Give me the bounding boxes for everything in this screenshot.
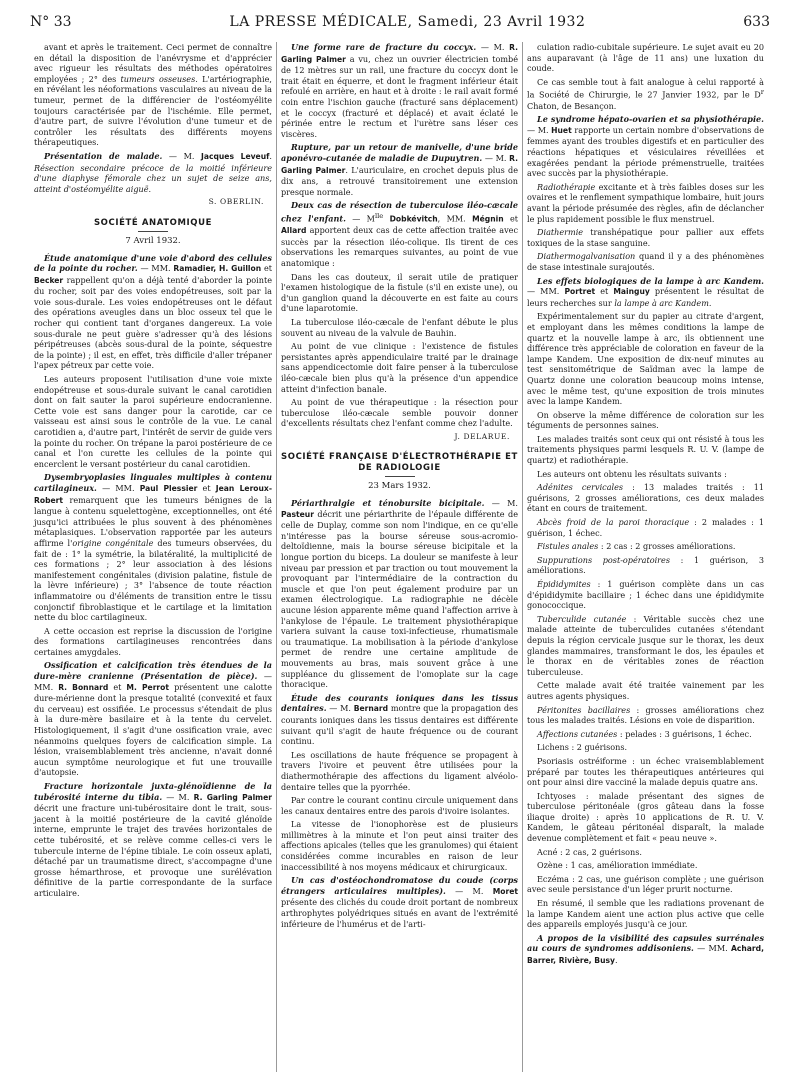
paragraph: Un cas d'ostéochondromatose du coude (corps étrangers articulaires multiples). — M. Moret présente des clichés du coude droit portant de nombreux arthrophytes polyédriques situés en avant de l'extrémité inférieure de l'humérus et de l'arti-: [281, 875, 518, 929]
paragraph: Diathermogalvanisation quand il y a des phénomènes de stase intestinale surajoutés.: [527, 251, 764, 272]
paragraph: Psoriasis ostréiforme : un échec vraisemblablement préparé par toutes les thérapeutiques antérieures qui ont pour ainsi dire vacciné la malade depuis quatre ans.: [527, 755, 764, 788]
paragraph: Dysembryoplasies linguales multiples à contenu cartilagineux. — MM. Paul Plessier et Jean Leroux-Robert remarquent que les tumeurs bénignes de la langue à contenu squelettogène, exceptionnelles, ont été jusqu'ici attribuées le plus souvent à des phénomènes métaplasiques. L'observation rapportée par les auteurs affirme l'origine congénitale des tumeurs observées, du fait de : 1° la symétrie, la bilatéralité, la multiplicité de ces formations ; 2° leur association à des lésions manifestement congénitales (division palatine, fistule de la lèvre inférieure) ; 3° l'absence de toute réaction inflammatoire ou d'éléments de transition entre le tissu conjonctif fibroblastique et le cartilage et la limitation nette du bloc cartilagineux.: [34, 472, 272, 623]
session-date: 23 Mars 1932.: [368, 481, 431, 492]
paragraph: Le syndrome hépato-ovarien et sa physiothérapie. — M. Huet rapporte un certain nombre d'observations de femmes ayant des troubles digestifs et en particulier des réactions hépatiques et vésiculaires réveillées et exagérées pendant la période prémenstruelle, traitées avec succès par la physiothérapie.: [527, 114, 764, 179]
paragraph: Par contre le courant continu circule uniquement dans les canaux dentaires entre des parois d'ivoire isolantes.: [281, 795, 518, 816]
heading-rule: [138, 231, 168, 232]
paragraph: Étude des courants ioniques dans les tissus dentaires. — M. Bernard montre que la propagation des courants ioniques dans les tissus dentaires est différente suivant qu'il s'agit de haute fréquence ou de courant continu.: [281, 692, 518, 747]
paragraph: A cette occasion est reprise la discussion de l'origine des formations cartilagineuses rencontrées dans certaines amygdales.: [34, 625, 272, 657]
society-heading: SOCIÉTÉ ANATOMIQUE: [93, 217, 213, 228]
paragraph: Étude anatomique d'une voie d'abord des cellules de la pointe du rocher. — MM. Ramadier, H. Guillon et Becker rappellent qu'on a déjà tenté d'aborder la pointe du rocher, soit par des voies endopétreuses, soit par la voie sous-durale. Les voies endopétreuses ont le défaut des opérations aveugles dans un bloc osseux tel que le rocher qui contient tant d'organes dangereux. La voie sous-durale ne peut guère s'adresser qu'à des lésions péripétreuses (abcès sous-dural de la pointe, séquestre de la pointe) ; il est, en effet, très difficile d'aller trépaner l'apex pétreux par cette voie.: [34, 252, 272, 371]
paragraph: Deux cas de résection de tuberculose iléo-cæcale chez l'enfant. — $M^{lle}$ Dobkévitch, MM. Mégnin et Allard apportent deux cas de cette affection traitée avec succès par la résection iléo-colique. Ils tirent de ces observations les remarques suivantes, au point de vue anatomique :: [281, 200, 519, 268]
paragraph: Eczéma : 2 cas, une guérison complète ; une guérison avec seule persistance d'un léger prurit nocturne.: [527, 873, 764, 895]
paragraph: Une forme rare de fracture du coccyx. — M. R. Garling Palmer a vu, chez un ouvrier électricien tombé de 12 mètres sur un rail, une fracture du coccyx dont le trait était en équerre, et dont le fragment inférieur était refoulé en arrière, en haut et à droite : le rail avait formé coin entre l'ischion gauche (fracturé sans déplacement) et le coccyx (fracturé et déplacé) et avait éclaté le périnée entre le rectum et l'urètre sans léser ces viscères.: [281, 42, 518, 139]
paragraph: Périarthralgie et ténobursite bicipitale. — M. Pasteur décrit une périarthrite de l'épaule différente de celle de Duplay, comme son nom l'indique, en ce qu'elle n'intéresse pas la bourse séreuse sous-acromio-deltoïdienne, mais la bourse séreuse bicipitale et la longue portion du biceps. La douleur se manifeste à leur niveau par pression et par traction ou tout mouvement la provoquant par l'intermédiaire de la contraction du muscle et que l'on peut également produire par un examen électrologique. La radiographie ne décèle aucune lésion apparente même quand l'affection arrive à l'ankylose de l'épaule. Le traitement physiothérapique variera suivant la cause toxi-infectieuse, rhumatismale ou traumatique. La mobilisation à la période d'ankylose permet de rendre une certaine amplitude de mouvements au bras, mais souvent grâce à une suppléance du glissement de l'omoplate sur la cage thoracique.: [281, 498, 518, 690]
paragraph: Expérimentalement sur du papier au citrate d'argent, et employant dans les mêmes conditions la lampe de quartz et la nouvelle lampe à arc, ils obtiennent une différence très appréciable de coloration en faveur de la lampe Kandem. Une exposition de dix-neuf minutes au test sensitométrique de Saïdman avec la lampe de Quartz donne une coloration beaucoup moins intense, avec le même test, qu'une exposition de trois minutes avec la lampe Kandem.: [527, 311, 764, 407]
paragraph: Ce cas semble tout à fait analogue à celui rapporté à la Société de Chirurgie, le 27 Janvier 1932, par le $D^r$ Chaton, de Besançon.: [527, 76, 764, 111]
paragraph: Présentation de malade. — M. Jacques Leveuf. Résection secondaire précoce de la moitié inférieure d'une diaphyse fémorale chez un sujet de seize ans, atteint d'ostéomyélite aiguë.: [34, 150, 272, 194]
paragraph: Lichens : 2 guérisons.: [537, 742, 628, 753]
page-header: [30, 14, 770, 34]
paragraph: Péritonites bacillaires : grosses améliorations chez tous les malades traités. Lésions en voie de disparition.: [527, 704, 765, 726]
paragraph: On observe la même différence de coloration sur les téguments de personnes saines.: [527, 409, 764, 431]
paragraph: En résumé, il semble que les radiations provenant de la lampe Kandem aient une action plus active que celle des appareils employés jusqu'à ce jour.: [527, 898, 764, 930]
paragraph: avant et après le traitement. Ceci permet de connaître en détail la disposition de l'anévrysme et d'apprécier avec rigueur les résultats des méthodes opératoires employées ; 2° des tumeurs osseuses. L'artériographie, en révélant les néoformations vasculaires au niveau de la tumeur, permet de la différencier de l'ostéomyélite toujours caractérisée par de l'ischémie. Elle permet, d'autre part, de suivre l'évolution d'une tumeur et de contrôler les résultats des différents moyens thérapeutiques.: [34, 42, 272, 148]
paragraph: Ichtyoses : malade présentant des signes de tuberculose péritonéale (gros gâteau dans la fosse iliaque droite) : après 10 applications de R. U. V. Kandem, le gâteau péritonéal disparaît, la malade devenue complètement et fait « peau neuve ».: [527, 790, 764, 844]
paragraph: Dans les cas douteux, il serait utile de pratiquer l'examen histologique de la fistule (s'il en existe une), ou d'un ganglion quand la découverte en est faite au cours d'une laparotomie.: [281, 271, 518, 314]
paragraph: Les auteurs ont obtenu les résultats suivants :: [537, 468, 727, 479]
paragraph: A propos de la visibilité des capsules surrénales au cours de syndromes addisoniens. — MM. Achard, Barrer, Rivière, Busy.: [527, 932, 764, 965]
paragraph: Ossification et calcification très étendues de la dure-mère cranienne (Présentation de pièce). — MM. R. Bonnard et M. Perrot présentent une calotte dure-mérienne dont la presque totalité (convexité et faux du cerveau) est ossifiée. Le processus s'étendait de plus à la dure-mère basilaire et à la tente du cervelet. Histologiquement, il s'agit d'une ossification vraie, avec néanmoins quelques foyers de calcification simple. La lésion, vraisemblablement très ancienne, n'avait donné aucun symptôme neurologique et fut une trouvaille d'autopsie.: [34, 660, 272, 778]
author-signature: S. OBERLIN.: [208, 197, 264, 207]
paragraph: Épididymites : 1 guérison complète dans un cas d'épididymite bacillaire ; 1 échec dans une épididymite gonococcique.: [527, 579, 764, 611]
paragraph: Tuberculide cutanée : Véritable succès chez une malade atteinte de tuberculides cutanées s'étendant depuis la région cervicale jusque sur le thorax, les deux glandes mammaires, transformant le dos, les épaules et le thorax en de véritables zones de réaction tuberculeuse.: [527, 613, 764, 677]
paragraph: Les malades traités sont ceux qui ont résisté à tous les traitements physiques parmi lesquels R. U. V. (lampe de quartz) et radiothérapie.: [527, 433, 764, 466]
paragraph: Rupture, par un retour de manivelle, d'une bride aponévro-cutanée de maladie de Dupuytren. — M. R. Garling Palmer. L'auriculaire, en crochet depuis plus de dix ans, a retrouvé transitoirement une extension presque normale.: [281, 142, 518, 197]
paragraph: Fracture horizontale juxta-glénoïdienne de la tubérosité interne du tibia. — M. R. Garling Palmer décrit une fracture uni-tubérositaire dont le trait, sous-jacent à la moitié postérieure de la cavité glénoïde interne, emprunte le trajet des travées horizontales de cette tubérosité, et se relève comme celles-ci vers le tubercule interne de l'épine tibiale. Le coin osseux aplati, détaché par un traumatisme direct, s'accompagne d'une grosse hémarthrose, et provoque une surélévation définitive de la partie correspondante de la surface articulaire.: [34, 781, 272, 898]
page-number: 633: [743, 14, 770, 30]
society-heading: SOCIÉTÉ FRANÇAISE D'ÉLECTROTHÉRAPIE ET DE RADIOLOGIE: [281, 452, 518, 474]
heading-rule: [385, 476, 415, 477]
column-middle: [276, 42, 522, 1072]
paragraph: Abcès froid de la paroi thoracique : 2 malades : 1 guérison, 1 échec.: [527, 517, 764, 538]
column-left: [30, 42, 276, 1072]
issue-number: N° 33: [30, 14, 72, 30]
article-columns: [30, 42, 770, 1072]
paragraph: Cette malade avait été traitée vainement par les autres agents physiques.: [527, 680, 764, 701]
journal-title: LA PRESSE MÉDICALE, Samedi, 23 Avril 1932: [229, 14, 586, 30]
paragraph: Au point de vue thérapeutique : la résection pour tuberculose iléo-cæcale semble pouvoir donner d'excellents résultats chez l'enfant comme chez l'adulte.: [281, 397, 518, 429]
paragraph: Les effets biologiques de la lampe à arc Kandem. — MM. Portret et Mainguy présentent le résultat de leurs recherches sur la lampe à arc Kandem.: [527, 275, 765, 308]
paragraph: culation radio-cubitale supérieure. Le sujet avait eu 20 ans auparavant (à l'âge de 11 ans) une luxation du coude.: [527, 42, 764, 74]
paragraph: La tuberculose iléo-cæcale de l'enfant débute le plus souvent au niveau de la valvule de Bauhin.: [281, 316, 518, 338]
session-date: 7 Avril 1932.: [125, 235, 181, 246]
paragraph: Affections cutanées : pelades : 3 guérisons, 1 échec.: [537, 728, 752, 739]
author-signature: J. DELARUE.: [454, 431, 510, 441]
paragraph: Ozène : 1 cas, amélioration immédiate.: [537, 860, 698, 871]
paragraph: Les auteurs proposent l'utilisation d'une voie mixte endopétreuse et sous-durale suivant le canal carotidien dont on fait sauter la paroi supérieure endocranienne. Cette voie est sans danger pour la carotide, car ce vaisseau est ainsi sous le contrôle de la vue. Le canal carotidien a, d'autre part, l'intérêt de servir de guide vers la pointe du rocher. On trépane la paroi postérieure de ce canal et l'on curette les cellules de la pointe qui encerclent le versant postérieur du canal carotidien.: [34, 374, 273, 469]
paragraph: Fistules anales : 2 cas : 2 grosses améliorations.: [537, 541, 736, 552]
paragraph: Adénites cervicales : 13 malades traités : 11 guérisons, 2 grosses améliorations, ces deux malades étant en cours de traitement.: [527, 482, 764, 514]
paragraph: Acné : 2 cas, 2 guérisons.: [537, 846, 642, 857]
paragraph: Suppurations post-opératoires : 1 guérison, 3 améliorations.: [527, 554, 764, 576]
paragraph: Au point de vue clinique : l'existence de fistules persistantes après appendiculaire traité par le drainage sans appendicectomie doit faire penser à la tuberculose iléo-cæcale bien plus qu'à la présence d'un appendice atteint d'infection banale.: [281, 341, 518, 394]
paragraph: Les oscillations de haute fréquence se propagent à travers l'ivoire et peuvent être utilisées pour la diathermothérapie des affections du ligament alvéolo-dentaire telles que la pyorrhée.: [281, 749, 518, 792]
paragraph: Diathermie transhépatique pour pallier aux effets toxiques de la stase sanguine.: [527, 227, 764, 248]
paragraph: La vitesse de l'ionophorèse est de plusieurs millimètres à la minute et l'on peut ainsi traiter des affections apicales (telles que les granulomes) qui étaient considérées comme incurables en raison de leur inaccessibilité à nos moyens médicaux et chirurgicaux.: [281, 819, 518, 872]
paragraph: Radiothérapie excitante et à très faibles doses sur les ovaires et le renflement sympathique lombaire, huit jours avant la période présumée des règles, afin de déclancher le plus rapidement possible le flux menstruel.: [527, 181, 764, 224]
column-right: [522, 42, 768, 1072]
